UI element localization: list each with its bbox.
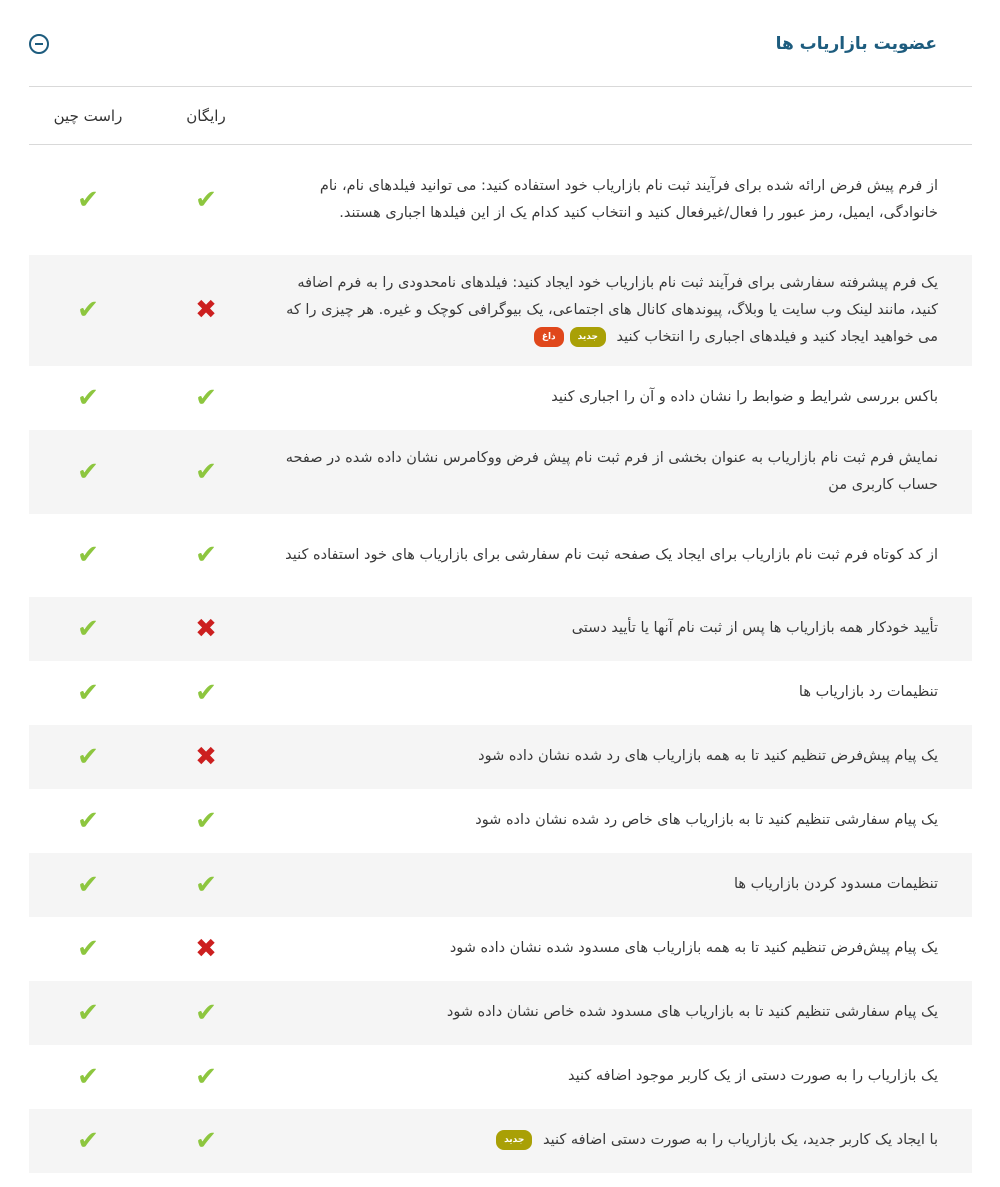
feature-text: تنظیمات مسدود کردن بازاریاب ها bbox=[733, 876, 938, 892]
feature-text: تنظیمات رد بازاریاب ها bbox=[798, 684, 938, 700]
check-icon: ✔ bbox=[77, 382, 99, 413]
pro-mark bbox=[29, 789, 147, 853]
comparison-table bbox=[29, 87, 972, 1173]
feature-column-header bbox=[265, 87, 972, 145]
pro-mark bbox=[29, 514, 147, 597]
check-icon: ✔ bbox=[77, 741, 99, 772]
new-badge: جدید bbox=[570, 327, 606, 347]
check-icon: ✔ bbox=[77, 997, 99, 1028]
table-row bbox=[29, 430, 972, 514]
free-mark bbox=[147, 725, 265, 789]
feature-text bbox=[265, 255, 972, 366]
feature-text-content: با ایجاد یک کاربر جدید، یک بازاریاب را به صورت دستی اضافه کنید bbox=[542, 1132, 938, 1148]
free-mark bbox=[147, 917, 265, 981]
free-mark bbox=[147, 853, 265, 917]
table-row bbox=[29, 1045, 972, 1109]
check-icon: ✔ bbox=[77, 184, 99, 215]
section-header[interactable] bbox=[29, 0, 972, 87]
hot-badge: داغ bbox=[534, 327, 564, 347]
feature-text: یک پیام سفارشی تنظیم کنید تا به بازاریاب های مسدود شده خاص نشان داده شود bbox=[446, 1004, 938, 1020]
feature-text: یک پیام سفارشی تنظیم کنید تا به بازاریاب های خاص رد شده نشان داده شود bbox=[475, 812, 938, 828]
check-icon: ✔ bbox=[195, 805, 217, 836]
free-mark bbox=[147, 255, 265, 366]
pro-mark bbox=[29, 145, 147, 255]
table-row bbox=[29, 1109, 972, 1173]
section-title: عضویت بازاریاب ها bbox=[775, 34, 937, 54]
membership-section bbox=[29, 0, 972, 1173]
free-column-header: رایگان bbox=[147, 87, 265, 145]
table-row bbox=[29, 661, 972, 725]
check-icon: ✔ bbox=[195, 456, 217, 487]
free-mark bbox=[147, 514, 265, 597]
pro-column-header: راست چین bbox=[29, 87, 147, 145]
pro-mark bbox=[29, 1045, 147, 1109]
table-header-row bbox=[29, 87, 972, 145]
feature-text: نمایش فرم ثبت نام بازاریاب به عنوان بخشی از فرم ثبت نام پیش فرض ووکامرس نشان داده شده در صفحه حساب کاربری من bbox=[285, 449, 938, 493]
check-icon: ✔ bbox=[77, 613, 99, 644]
free-mark bbox=[147, 981, 265, 1045]
table-row bbox=[29, 514, 972, 597]
free-mark bbox=[147, 1109, 265, 1173]
free-mark bbox=[147, 430, 265, 514]
feature-text: از کد کوتاه فرم ثبت نام بازاریاب برای ایجاد یک صفحه ثبت نام سفارشی برای بازاریاب های خود استفاده کنید bbox=[285, 546, 938, 563]
cross-icon: ✖ bbox=[195, 295, 217, 325]
check-icon: ✔ bbox=[77, 869, 99, 900]
table-row bbox=[29, 789, 972, 853]
check-icon: ✔ bbox=[77, 805, 99, 836]
check-icon: ✔ bbox=[195, 677, 217, 708]
free-mark bbox=[147, 789, 265, 853]
cross-icon: ✖ bbox=[195, 613, 217, 644]
pro-mark bbox=[29, 917, 147, 981]
table-row bbox=[29, 725, 972, 789]
table-row bbox=[29, 981, 972, 1045]
check-icon: ✔ bbox=[77, 1061, 99, 1092]
table-row bbox=[29, 145, 972, 255]
check-icon: ✔ bbox=[195, 184, 217, 215]
check-icon: ✔ bbox=[77, 456, 99, 487]
new-badge: جدید bbox=[496, 1130, 532, 1150]
feature-text: یک بازاریاب را به صورت دستی از یک کاربر موجود اضافه کنید bbox=[568, 1068, 938, 1084]
pro-mark bbox=[29, 366, 147, 430]
feature-text: تأیید خودکار همه بازاریاب ها پس از ثبت نام آنها یا تأیید دستی bbox=[571, 620, 938, 636]
collapse-icon[interactable] bbox=[29, 34, 49, 54]
check-icon: ✔ bbox=[77, 677, 99, 708]
pro-mark bbox=[29, 1109, 147, 1173]
feature-text: از فرم پیش فرض ارائه شده برای فرآیند ثبت نام بازاریاب خود استفاده کنید: می توانید فیلدهای نام، نام خانوادگی، ایمیل، رمز عبور را فعال/غیرفعال کنید و انتخاب کنید کدام یک از این فیلدها اجباری هستند. bbox=[319, 177, 938, 221]
check-icon: ✔ bbox=[195, 1125, 217, 1156]
free-mark bbox=[147, 145, 265, 255]
cross-icon: ✖ bbox=[195, 933, 217, 964]
table-row bbox=[29, 366, 972, 430]
table-row bbox=[29, 853, 972, 917]
feature-text-content: یک فرم پیشرفته سفارشی برای فرآیند ثبت نام بازاریاب خود ایجاد کنید: فیلدهای نامحدودی را به فرم اضافه کنید، مانند لینک وب سایت یا وبلاگ، پیوندهای کانال های اجتماعی، یک بیوگرافی کوچک و غیره. هر چیزی را که می خواهید ایجاد کنید و فیلدهای اجباری را انتخاب کنید bbox=[286, 274, 938, 345]
free-mark bbox=[147, 1045, 265, 1109]
feature-text: یک پیام پیش‌فرض تنظیم کنید تا به همه بازاریاب های مسدود شده نشان داده شود bbox=[449, 940, 938, 956]
feature-text: باکس بررسی شرایط و ضوابط را نشان داده و آن را اجباری کنید bbox=[551, 389, 938, 405]
pro-mark bbox=[29, 255, 147, 366]
pro-mark bbox=[29, 725, 147, 789]
check-icon: ✔ bbox=[195, 997, 217, 1028]
free-mark bbox=[147, 661, 265, 725]
check-icon: ✔ bbox=[77, 295, 99, 325]
free-mark bbox=[147, 366, 265, 430]
check-icon: ✔ bbox=[77, 540, 99, 570]
check-icon: ✔ bbox=[77, 1125, 99, 1156]
free-mark bbox=[147, 597, 265, 661]
feature-text: یک پیام پیش‌فرض تنظیم کنید تا به همه بازاریاب های رد شده نشان داده شود bbox=[478, 748, 938, 764]
table-row bbox=[29, 917, 972, 981]
feature-text bbox=[265, 1109, 972, 1173]
check-icon: ✔ bbox=[195, 1061, 217, 1092]
pro-mark bbox=[29, 981, 147, 1045]
check-icon: ✔ bbox=[195, 869, 217, 900]
pro-mark bbox=[29, 853, 147, 917]
check-icon: ✔ bbox=[195, 382, 217, 413]
check-icon: ✔ bbox=[77, 933, 99, 964]
pro-mark bbox=[29, 430, 147, 514]
table-row bbox=[29, 255, 972, 366]
cross-icon: ✖ bbox=[195, 741, 217, 772]
pro-mark bbox=[29, 661, 147, 725]
table-row bbox=[29, 597, 972, 661]
pro-mark bbox=[29, 597, 147, 661]
check-icon: ✔ bbox=[195, 540, 217, 570]
